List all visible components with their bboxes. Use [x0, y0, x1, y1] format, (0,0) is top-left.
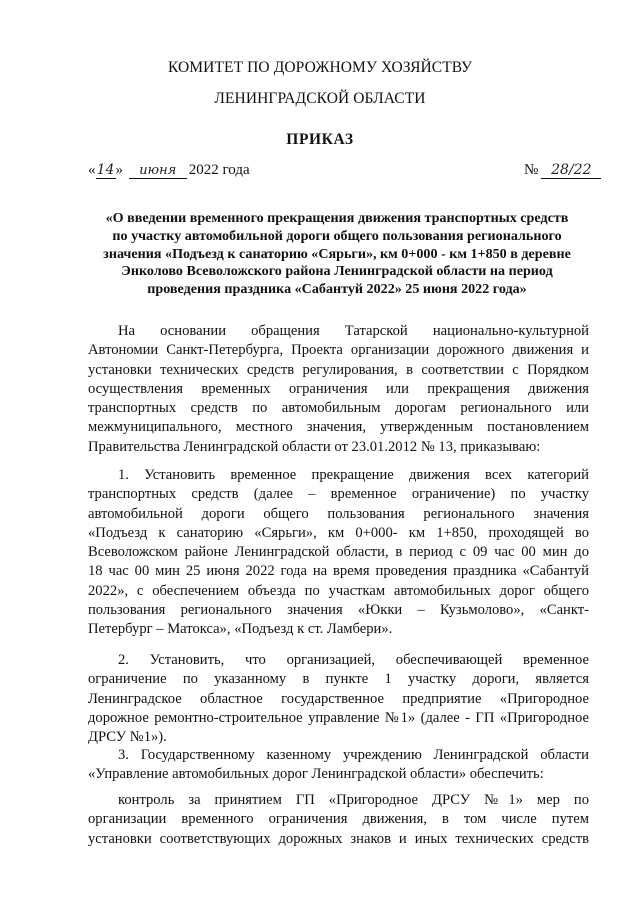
text-line: Петербург – Матокса», «Подъезд к ст. Ламбери».	[88, 621, 393, 638]
text-line: 3. Государственному казенному учреждению Ленинградской области	[118, 747, 589, 763]
text-line: ограничение по указанному в пункте 1 участку дороги, является	[88, 671, 589, 688]
item-1-paragraph	[88, 466, 589, 640]
text-line: транспортных средств по автомобильным дорогам регионального или	[88, 400, 589, 417]
date-day-handwritten: 14	[96, 162, 115, 178]
number-prefix: №	[524, 162, 539, 178]
text-line: Всеволожском районе Ленинградской области, в период с 09 час 00 мин до	[88, 544, 589, 561]
text-line: осуществления временных ограничения или прекращения движения	[88, 380, 589, 397]
text-line: Автономии Санкт-Петербурга, Проекта организации дорожного движения и	[88, 342, 589, 359]
subject-line: значения «Подъезд к санаторию «Сярьги», км 0+000 - км 1+850 в деревне	[103, 245, 571, 262]
text-line: 2. Установить, что организацией, обеспечивающей временное	[118, 652, 589, 668]
item-3-paragraph	[88, 746, 589, 785]
order-subject	[86, 210, 588, 299]
text-line: дорожное ремонтно-строительное управление №1» (далее - ГП «Пригородное	[88, 709, 589, 726]
date-month-handwritten: июня	[129, 163, 187, 179]
text-line: установки технических средств регулирования, в соответствии с Порядком	[88, 361, 589, 378]
text-line: межмуниципального, местного значения, утвержденным постановлением	[88, 419, 589, 436]
text-line: «Управление автомобильных дорог Ленинградской области» обеспечить:	[88, 766, 544, 783]
text-line: контроль за принятием ГП «Пригородное ДРСУ №1» мер по	[118, 792, 589, 808]
text-line: 18 час 00 мин 25 июня 2022 года на время проведения праздника «Сабантуй	[88, 563, 589, 580]
text-line: На основании обращения Татарской национально-культурной	[118, 323, 589, 339]
order-number	[524, 162, 601, 179]
subject-line: Энколово Всеволожского района Ленинградской области на период	[121, 263, 553, 280]
number-value-handwritten: 28/22	[541, 163, 601, 179]
item-2-paragraph	[88, 651, 589, 747]
item-3-subparagraph	[88, 791, 589, 849]
text-line: ДРСУ №1»).	[88, 729, 167, 746]
date-open-quote: «	[88, 162, 96, 178]
org-name-line-2: ЛЕНИНГРАДСКОЙ ОБЛАСТИ	[214, 90, 426, 107]
subject-line: проведения праздника «Сабантуй 2022» 25 июня 2022 года»	[147, 281, 527, 298]
document-type-title: ПРИКАЗ	[286, 131, 354, 148]
text-line: автомобильной дороги общего пользования регионального значения	[88, 505, 589, 522]
text-line: установки соответствующих дорожных знаков и иных технических средств	[88, 830, 589, 847]
date-year: 2022 года	[188, 162, 250, 178]
subject-line: по участку автомобильной дороги общего пользования регионального	[112, 227, 562, 244]
text-line: «Подъезд к санаторию «Сярьги», км 0+000- км 1+850, проходящей во	[88, 524, 589, 541]
text-line: транспортных средств (далее – временное ограничение) по участку	[88, 486, 589, 503]
org-name-line-1: КОМИТЕТ ПО ДОРОЖНОМУ ХОЗЯЙСТВУ	[167, 59, 473, 76]
text-line: организации временного ограничения движения, в том числе путем	[88, 811, 589, 828]
preamble-paragraph	[88, 322, 589, 457]
text-line: 2022», с обеспечением объезда по участкам автомобильных дорог общего	[88, 582, 589, 599]
text-line: Ленинградское областное государственное предприятие «Пригородное	[88, 690, 589, 707]
text-line: Правительства Ленинградской области от 23.01.2012 № 13, приказываю:	[88, 438, 541, 455]
subject-line: «О введении временного прекращения движения транспортных средств	[105, 210, 569, 226]
date-close-quote: »	[115, 162, 123, 178]
text-line: пользования регионального значения «Юкки – Кузьмолово», «Санкт-	[88, 602, 589, 619]
text-line: 1. Установить временное прекращение движения всех категорий	[118, 467, 589, 483]
order-date	[88, 162, 250, 179]
